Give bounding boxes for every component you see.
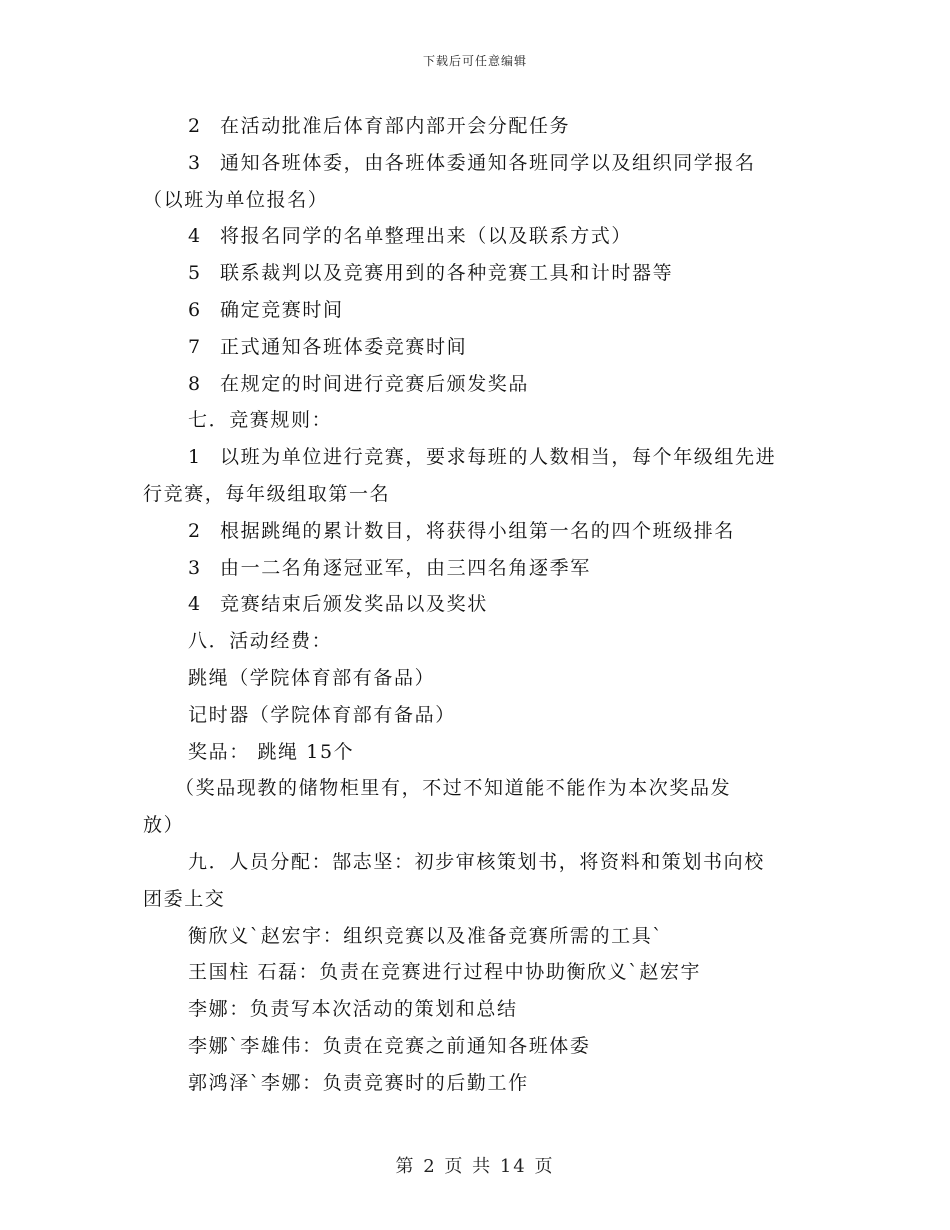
item-text: 联系裁判以及竞赛用到的各种竞赛工具和计时器等 xyxy=(220,262,674,285)
item-number: 6 xyxy=(188,298,202,321)
item-number: 3 xyxy=(188,151,202,174)
list-item xyxy=(143,329,811,366)
item-number: 7 xyxy=(188,335,202,358)
list-item xyxy=(143,292,811,329)
section-heading: 七．竞赛规则： xyxy=(188,409,333,432)
item-number: 8 xyxy=(188,372,202,395)
list-item xyxy=(143,218,811,255)
section-heading: 八．活动经费： xyxy=(188,630,333,653)
list-item xyxy=(143,366,811,403)
item-number: 2 xyxy=(188,519,202,542)
paragraph-line: 跳绳（学院体育部有备品） xyxy=(188,666,436,689)
list-item xyxy=(143,586,811,623)
item-text: 在活动批准后体育部内部开会分配任务 xyxy=(220,115,571,137)
continuation-line: 团委上交 xyxy=(143,887,226,910)
paragraph-line: 郭鸿泽`李娜：负责竞赛时的后勤工作 xyxy=(188,1071,529,1094)
item-number: 1 xyxy=(188,446,202,469)
paragraph-line: 李娜`李雄伟：负责在竞赛之前通知各班体委 xyxy=(188,1034,591,1057)
item-text: 确定竞赛时间 xyxy=(220,298,344,321)
list-item xyxy=(143,550,811,587)
item-text: 根据跳绳的累计数目，将获得小组第一名的四个班级排名 xyxy=(220,519,736,542)
list-item xyxy=(143,108,811,145)
item-text: 正式通知各班体委竞赛时间 xyxy=(220,335,468,358)
item-number: 3 xyxy=(188,556,202,579)
item-text: 在规定的时间进行竞赛后颁发奖品 xyxy=(220,372,530,395)
continuation-line: 行竞赛，每年级组取第一名 xyxy=(143,482,391,505)
page-header: 下载后可任意编辑 xyxy=(422,54,527,68)
item-number: 4 xyxy=(188,593,202,616)
paragraph-line: 奖品： 跳绳 15个 xyxy=(188,740,355,763)
paragraph-line: 王国柱 石磊：负责在竞赛进行过程中协助衡欣义`赵宏宇 xyxy=(188,961,702,984)
list-item xyxy=(143,255,811,292)
paragraph-line: 衡欣义`赵宏宇：组织竞赛以及准备竞赛所需的工具` xyxy=(188,924,664,947)
item-text: 竞赛结束后颁发奖品以及奖状 xyxy=(220,593,488,616)
continuation-line: （以班为单位报名） xyxy=(143,188,329,211)
paragraph-line: 李娜：负责写本次活动的策划和总结 xyxy=(188,998,518,1021)
list-item xyxy=(143,439,811,476)
continuation-line: 放） xyxy=(143,814,185,837)
item-text: 以班为单位进行竞赛，要求每班的人数相当，每个年级组先进 xyxy=(220,446,777,469)
list-item xyxy=(143,513,811,550)
page-footer: 第 2 页 共 14 页 xyxy=(395,1156,555,1177)
item-number: 5 xyxy=(188,262,202,285)
item-text: 通知各班体委，由各班体委通知各班同学以及组织同学报名 xyxy=(220,151,756,174)
section-heading: 九．人员分配：郜志坚：初步审核策划书，将资料和策划书向校 xyxy=(188,850,765,873)
item-number: 4 xyxy=(188,225,202,248)
paragraph-line: （奖品现教的储物柜里有，不过不知道能不能作为本次奖品发 xyxy=(175,777,732,800)
item-text: 由一二名角逐冠亚军，由三四名角逐季军 xyxy=(220,556,591,579)
document-body xyxy=(143,108,811,1102)
paragraph-line: 记时器（学院体育部有备品） xyxy=(188,703,456,726)
list-item xyxy=(143,145,811,182)
item-text: 将报名同学的名单整理出来（以及联系方式） xyxy=(220,225,633,248)
item-number: 2 xyxy=(188,115,202,137)
